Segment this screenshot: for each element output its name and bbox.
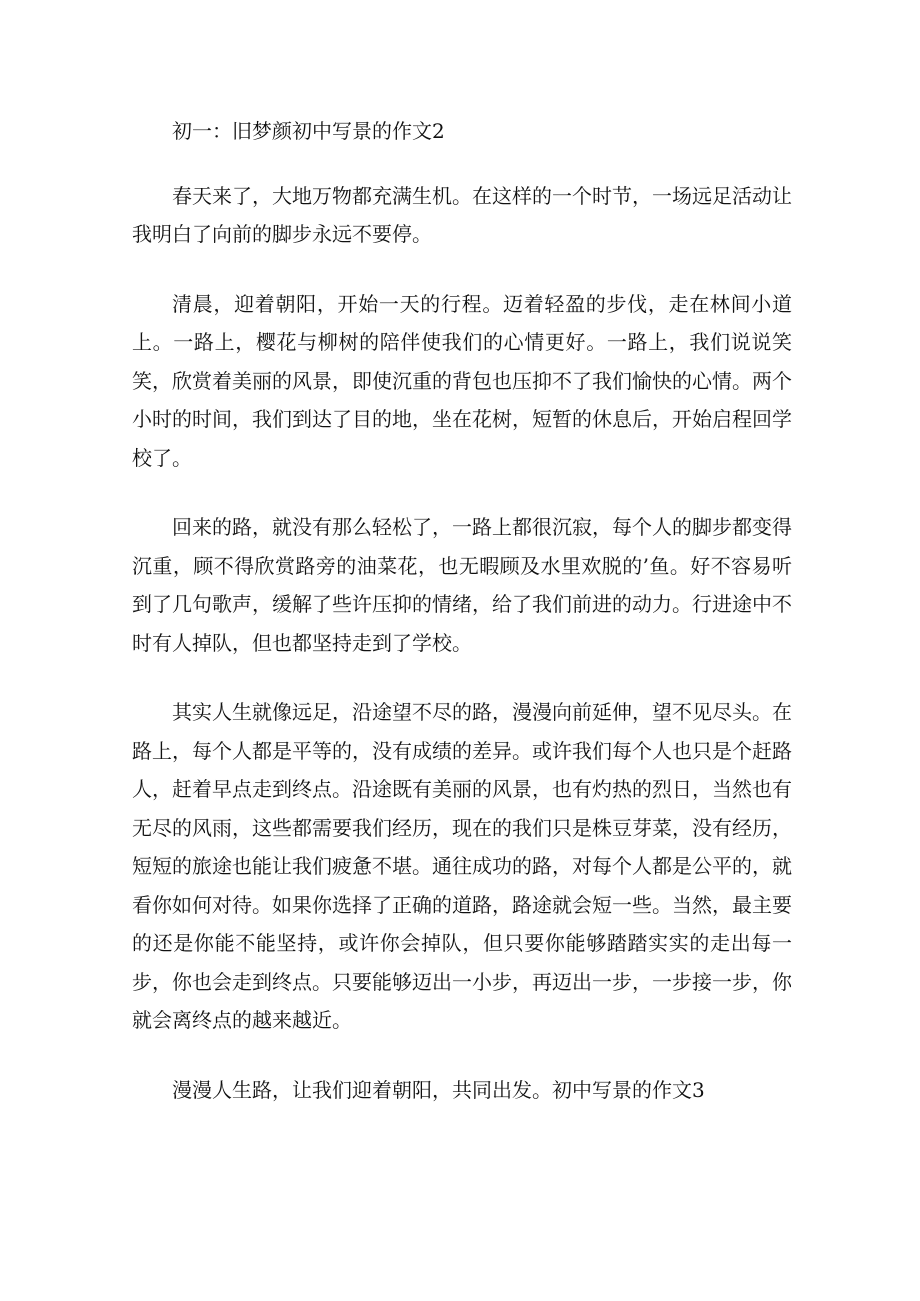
paragraph-3: 回来的路，就没有那么轻松了，一路上都很沉寂，每个人的脚步都变得沉重，顾不得欣赏路旁的油菜花，也无暇顾及水里欢脱的’鱼。好不容易听到了几句歌声，缓解了些许压抑的情绪，给了我们前进的动力。行进途中不时有人掉队，但也都坚持走到了学校。 — [132, 515, 792, 655]
paragraph-1: 春天来了，大地万物都充满生机。在这样的一个时节，一场远足活动让我明白了向前的脚步永远不要停。 — [132, 183, 792, 246]
document-title-line: 初一：旧梦颜初中写景的作文2 — [172, 119, 445, 143]
document-body — [132, 112, 792, 1140]
paragraph-4: 其实人生就像远足，沿途望不尽的路，漫漫向前延伸，望不见尽头。在路上，每个人都是平等的，没有成绩的差异。或许我们每个人也只是个赶路人，赶着早点走到终点。沿途既有美丽的风景，也有灼热的烈日，当然也有无尽的风雨，这些都需要我们经历，现在的我们只是株豆芽菜，没有经历，短短的旅途也能让我们疲惫不堪。通往成功的路，对每个人都是公平的，就看你如何对待。如果你选择了正确的道路，路途就会短一些。当然，最主要的还是你能不能坚持，或许你会掉队，但只要你能够踏踏实实的走出每一步，你也会走到终点。只要能够迈出一小步，再迈出一步，一步接一步，你就会离终点的越来越近。 — [132, 700, 792, 1032]
paragraph-2: 清晨，迎着朝阳，开始一天的行程。迈着轻盈的步伐，走在林间小道上。一路上，樱花与柳树的陪伴使我们的心情更好。一路上，我们说说笑笑，欣赏着美丽的风景，即使沉重的背包也压抑不了我们愉快的心情。两个小时的时间，我们到达了目的地，坐在花树，短暂的休息后，开始启程回学校了。 — [132, 291, 792, 470]
paragraph-5: 漫漫人生路，让我们迎着朝阳，共同出发。初中写景的作文3 — [172, 1077, 705, 1102]
